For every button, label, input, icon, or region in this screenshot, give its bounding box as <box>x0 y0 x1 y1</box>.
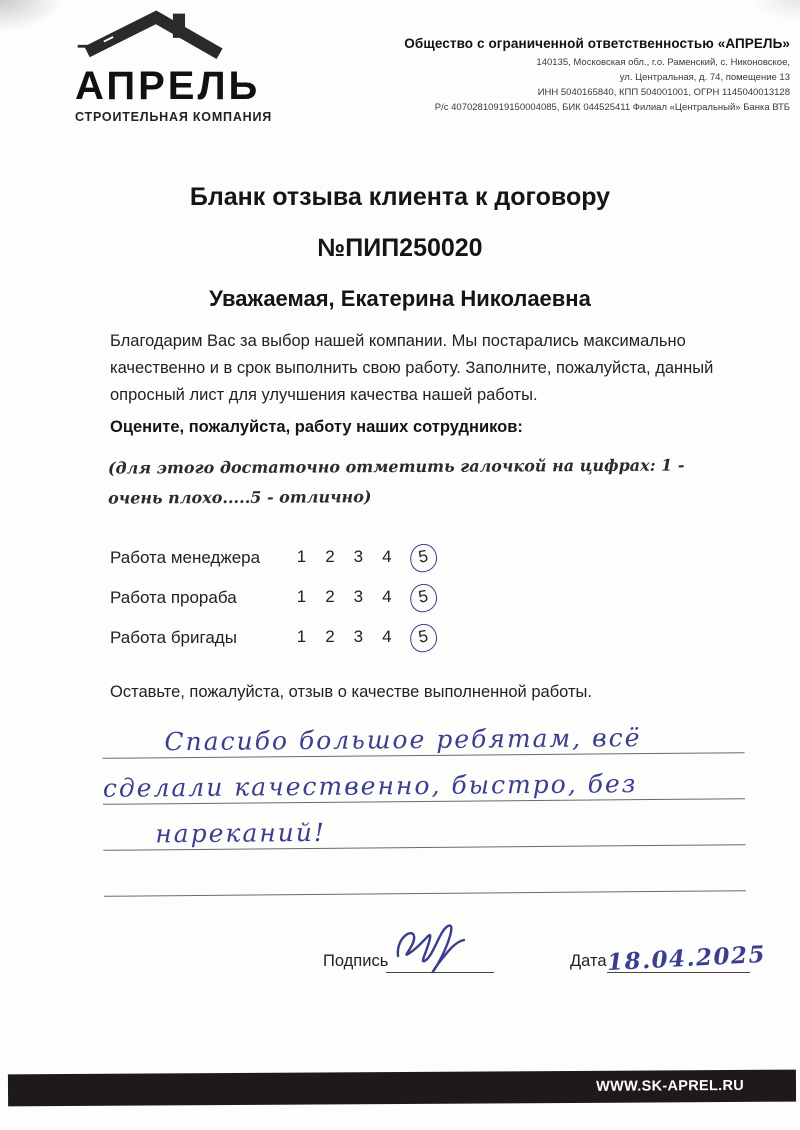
rating-scale <box>295 584 437 612</box>
handwritten-review <box>102 707 746 897</box>
handwriting-text: сделали качественно, быстро, без <box>102 768 638 803</box>
rating-option: 1 <box>296 627 307 646</box>
rating-label: Работа прораба <box>110 588 237 607</box>
review-line-empty <box>103 845 745 897</box>
rating-option: 4 <box>382 627 392 646</box>
company-address-line1: 140135, Московская обл., г.о. Раменский, с. Никоновское, <box>536 57 790 68</box>
rating-option: 2 <box>325 587 335 606</box>
rate-note: (для этого достаточно отметить галочкой на цифрах: 1 - очень плохо.....5 - отлично) <box>107 455 685 508</box>
company-bank-details: Р/с 40702810919150004085, БИК 044525411 Филиал «Центральный» Банка ВТБ <box>434 102 790 113</box>
review-line <box>103 753 745 805</box>
company-details <box>250 36 790 115</box>
review-prompt: Оставьте, пожалуйста, отзыв о качестве выполненной работы. <box>110 683 592 701</box>
rating-option: 1 <box>296 547 307 566</box>
selected-rating: 5 <box>408 582 439 614</box>
intro-paragraph: Благодарим Вас за выбор нашей компании. Мы постарались максимально качественно и в срок выполнить свою работу. Заполните, пожалуйста, данный опросный лист для улучшения качества нашей работы. <box>110 332 714 404</box>
rating-option: 3 <box>353 547 364 566</box>
review-line <box>103 799 745 851</box>
signature-label: Подпись <box>323 952 389 970</box>
rating-label: Работа менеджера <box>110 548 261 567</box>
rating-option: 2 <box>325 547 335 566</box>
selected-rating: 5 <box>408 622 439 654</box>
logo-subtitle: СТРОИТЕЛЬНАЯ КОМПАНИЯ <box>75 110 273 124</box>
ratings-section <box>110 538 437 658</box>
date-field <box>606 928 767 977</box>
rating-row-manager <box>110 538 437 578</box>
rating-option: 4 <box>382 587 392 606</box>
website-url: WWW.SK-APREL.RU <box>596 1077 745 1095</box>
handwriting-text: Спасибо большое ребятам, всё <box>164 722 642 757</box>
signature-field <box>386 930 494 973</box>
company-registration: ИНН 5040165840, КПП 504001001, ОГРН 1145040013128 <box>537 87 790 98</box>
title-block <box>0 183 800 312</box>
rating-row-foreman <box>110 578 437 618</box>
company-address-line2: ул. Центральная, д. 74, помещение 13 <box>619 72 790 83</box>
handwritten-date: 18.04.2025 <box>606 940 767 977</box>
rating-option: 4 <box>382 547 392 566</box>
handwriting-text: нареканий! <box>155 817 327 849</box>
rate-prompt: Оцените, пожалуйста, работу наших сотрудников: <box>110 418 523 436</box>
date-label: Дата <box>570 952 607 970</box>
form-title: Бланк отзыва клиента к договору <box>189 183 611 211</box>
roof-icon <box>75 8 240 64</box>
company-name: Общество с ограниченной ответственностью «АПРЕЛЬ» <box>404 36 790 51</box>
rating-row-crew <box>110 618 437 658</box>
rating-option: 3 <box>353 627 364 646</box>
footer-bar <box>8 1070 796 1107</box>
rating-scale <box>295 624 437 652</box>
rating-option: 3 <box>353 587 364 606</box>
rating-option: 1 <box>296 587 307 606</box>
client-greeting: Уважаемая, Екатерина Николаевна <box>209 286 591 311</box>
rating-option: 2 <box>325 627 335 646</box>
rating-scale <box>295 544 437 572</box>
contract-number: №ПИП250020 <box>317 234 483 262</box>
rating-label: Работа бригады <box>110 628 237 647</box>
logo-name: АПРЕЛЬ <box>75 64 261 108</box>
selected-rating: 5 <box>408 542 439 574</box>
signature-scribble <box>388 918 492 980</box>
review-line <box>102 707 744 759</box>
